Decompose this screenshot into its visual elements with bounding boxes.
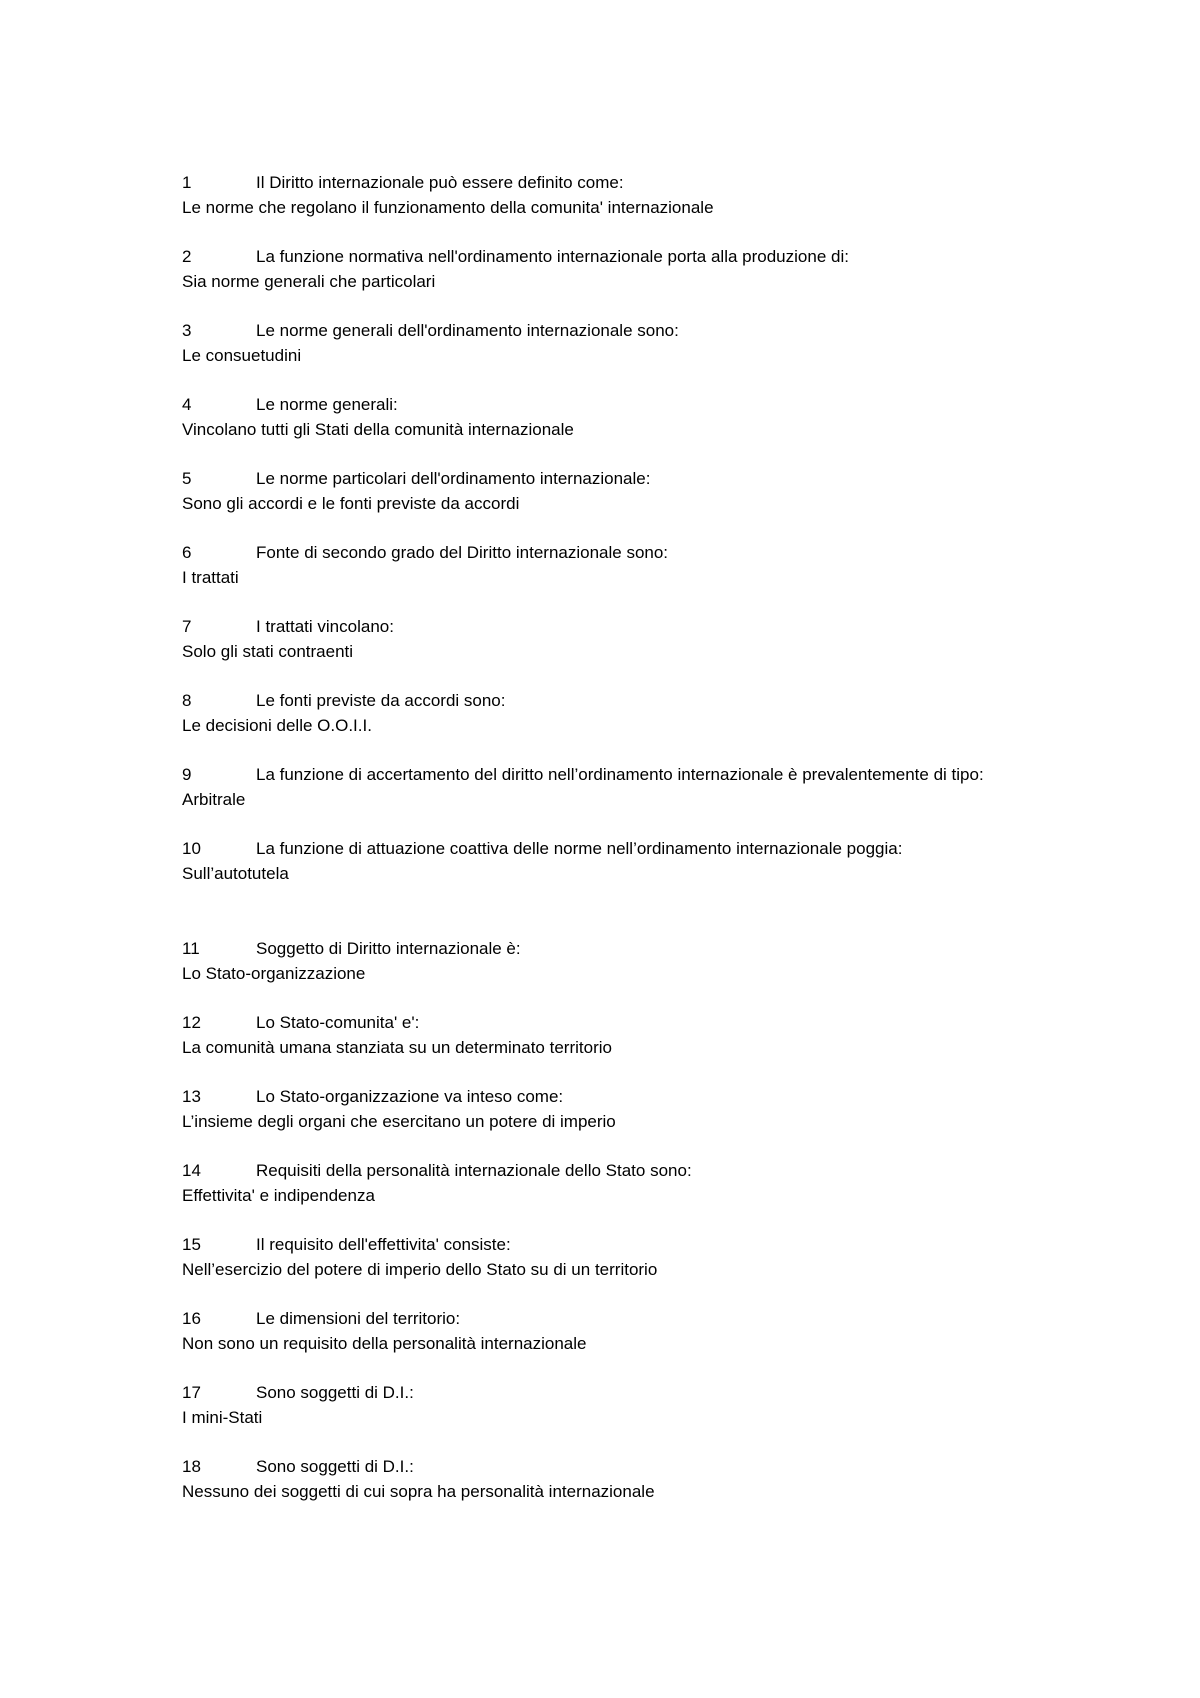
question-number: 11 bbox=[182, 939, 200, 958]
answer-13: L’insieme degli organi che esercitano un potere di imperio bbox=[182, 1112, 616, 1131]
answer-9: Arbitrale bbox=[182, 790, 246, 809]
question-10 bbox=[182, 836, 1042, 861]
question-1 bbox=[182, 170, 1042, 195]
qa-item-11 bbox=[182, 936, 1042, 986]
question-text: Soggetto di Diritto internazionale è: bbox=[256, 939, 521, 958]
question-number: 9 bbox=[182, 765, 192, 784]
question-number: 17 bbox=[182, 1383, 201, 1402]
question-18 bbox=[182, 1454, 1042, 1479]
qa-item-12 bbox=[182, 1010, 1042, 1060]
question-number: 6 bbox=[182, 543, 192, 562]
question-number: 18 bbox=[182, 1457, 201, 1476]
question-7 bbox=[182, 614, 1042, 639]
question-text: Requisiti della personalità internazionale dello Stato sono: bbox=[256, 1161, 692, 1180]
question-15 bbox=[182, 1232, 1042, 1257]
question-text: La funzione normativa nell'ordinamento internazionale porta alla produzione di: bbox=[256, 247, 849, 266]
qa-item-16 bbox=[182, 1306, 1042, 1356]
question-number: 8 bbox=[182, 691, 192, 710]
question-text: Le dimensioni del territorio: bbox=[256, 1309, 461, 1328]
question-17 bbox=[182, 1380, 1042, 1405]
answer-1: Le norme che regolano il funzionamento della comunita' internazionale bbox=[182, 198, 714, 217]
question-14 bbox=[182, 1158, 1042, 1183]
question-number: 3 bbox=[182, 321, 192, 340]
question-text: Sono soggetti di D.I.: bbox=[256, 1383, 414, 1402]
question-3 bbox=[182, 318, 1042, 343]
question-13 bbox=[182, 1084, 1042, 1109]
question-11 bbox=[182, 936, 1042, 961]
question-number: 12 bbox=[182, 1013, 201, 1032]
question-8 bbox=[182, 688, 1042, 713]
answer-6: I trattati bbox=[182, 568, 239, 587]
qa-item-10 bbox=[182, 836, 1042, 886]
answer-10: Sull’autotutela bbox=[182, 864, 289, 883]
answer-8: Le decisioni delle O.O.I.I. bbox=[182, 716, 372, 735]
question-text: Le norme particolari dell'ordinamento internazionale: bbox=[256, 469, 651, 488]
question-number: 1 bbox=[182, 173, 192, 192]
answer-14: Effettivita' e indipendenza bbox=[182, 1186, 375, 1205]
question-number: 5 bbox=[182, 469, 192, 488]
question-number: 16 bbox=[182, 1309, 201, 1328]
qa-item-15 bbox=[182, 1232, 1042, 1282]
question-text: La funzione di accertamento del diritto nell’ordinamento internazionale è prevalentemente di tipo: bbox=[256, 765, 984, 784]
question-text: Fonte di secondo grado del Diritto internazionale sono: bbox=[256, 543, 669, 562]
question-text: Il requisito dell'effettivita' consiste: bbox=[256, 1235, 511, 1254]
question-text: I trattati vincolano: bbox=[256, 617, 394, 636]
question-12 bbox=[182, 1010, 1042, 1035]
question-text: Lo Stato-organizzazione va inteso come: bbox=[256, 1087, 564, 1106]
answer-18: Nessuno dei soggetti di cui sopra ha personalità internazionale bbox=[182, 1482, 655, 1501]
question-text: Le norme generali: bbox=[256, 395, 398, 414]
question-16 bbox=[182, 1306, 1042, 1331]
answer-16: Non sono un requisito della personalità internazionale bbox=[182, 1334, 587, 1353]
answer-12: La comunità umana stanziata su un determinato territorio bbox=[182, 1038, 612, 1057]
question-5 bbox=[182, 466, 1042, 491]
question-text: Il Diritto internazionale può essere definito come: bbox=[256, 173, 624, 192]
qa-item-17 bbox=[182, 1380, 1042, 1430]
answer-4: Vincolano tutti gli Stati della comunità internazionale bbox=[182, 420, 574, 439]
qa-item-1 bbox=[182, 170, 1042, 220]
question-number: 2 bbox=[182, 247, 192, 266]
qa-item-14 bbox=[182, 1158, 1042, 1208]
question-2 bbox=[182, 244, 1042, 269]
answer-15: Nell’esercizio del potere di imperio dello Stato su di un territorio bbox=[182, 1260, 658, 1279]
answer-11: Lo Stato-organizzazione bbox=[182, 964, 366, 983]
qa-item-9 bbox=[182, 762, 1042, 812]
question-9 bbox=[182, 762, 1042, 787]
answer-2: Sia norme generali che particolari bbox=[182, 272, 436, 291]
qa-item-5 bbox=[182, 466, 1042, 516]
question-text: Sono soggetti di D.I.: bbox=[256, 1457, 414, 1476]
question-4 bbox=[182, 392, 1042, 417]
qa-item-7 bbox=[182, 614, 1042, 664]
question-number: 15 bbox=[182, 1235, 201, 1254]
answer-5: Sono gli accordi e le fonti previste da accordi bbox=[182, 494, 520, 513]
question-number: 7 bbox=[182, 617, 192, 636]
qa-item-3 bbox=[182, 318, 1042, 368]
question-number: 10 bbox=[182, 839, 201, 858]
answer-17: I mini-Stati bbox=[182, 1408, 263, 1427]
qa-item-18 bbox=[182, 1454, 1042, 1504]
qa-item-4 bbox=[182, 392, 1042, 442]
answer-7: Solo gli stati contraenti bbox=[182, 642, 354, 661]
qa-item-13 bbox=[182, 1084, 1042, 1134]
question-text: Lo Stato-comunita' e': bbox=[256, 1013, 420, 1032]
qa-list bbox=[182, 170, 1042, 1528]
answer-3: Le consuetudini bbox=[182, 346, 302, 365]
question-number: 14 bbox=[182, 1161, 201, 1180]
question-text: La funzione di attuazione coattiva delle norme nell’ordinamento internazionale poggia: bbox=[256, 839, 903, 858]
question-6 bbox=[182, 540, 1042, 565]
question-text: Le fonti previste da accordi sono: bbox=[256, 691, 506, 710]
qa-item-2 bbox=[182, 244, 1042, 294]
question-number: 4 bbox=[182, 395, 192, 414]
qa-item-8 bbox=[182, 688, 1042, 738]
question-number: 13 bbox=[182, 1087, 201, 1106]
question-text: Le norme generali dell'ordinamento internazionale sono: bbox=[256, 321, 679, 340]
qa-item-6 bbox=[182, 540, 1042, 590]
